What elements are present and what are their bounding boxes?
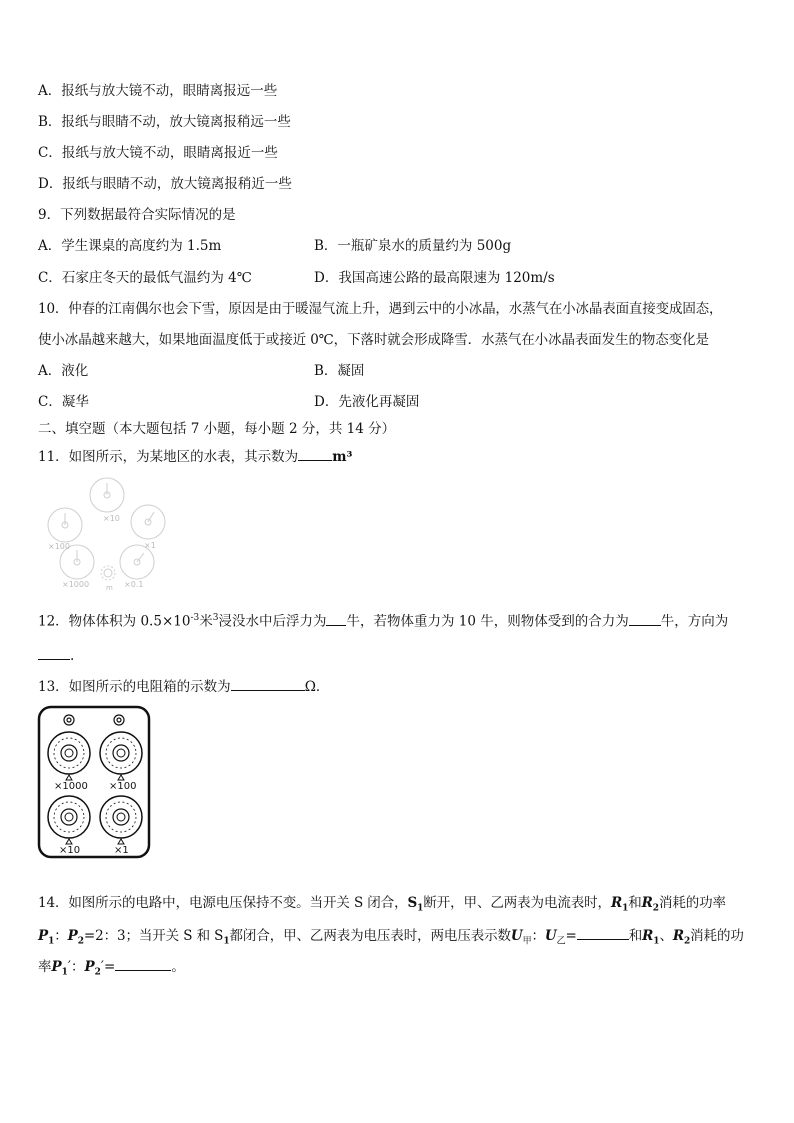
q14-text: =	[565, 928, 577, 944]
q14-var: P	[84, 959, 95, 975]
knob-label-x10: ×10	[59, 845, 81, 856]
q14-line3	[38, 956, 185, 982]
q14-sub: 2	[683, 936, 691, 947]
q9-option-c: C．石家庄冬天的最低气温约为 4℃	[38, 270, 252, 286]
q9-stem: 9．下列数据最符合实际情况的是	[38, 207, 236, 223]
dial-label-x100: ×100	[48, 542, 70, 551]
q14-line2	[38, 925, 744, 951]
q12-blank-buoyancy[interactable]	[326, 611, 346, 626]
q14-sub: 1	[622, 903, 629, 914]
q14-var: R	[610, 895, 623, 911]
q13-answer-blank[interactable]	[231, 676, 305, 691]
q14-text: 和	[628, 895, 642, 911]
dial-label-x1: ×1	[144, 541, 156, 550]
q12-text-4: 牛，若物体重力为 10 牛，则物体受到的合力为	[346, 613, 629, 630]
q14-sub: 1	[653, 936, 660, 947]
knob-label-x1000: ×1000	[54, 781, 88, 792]
q14-text: 断开，甲、乙两表为电流表时，	[423, 895, 611, 911]
q14-text: ：	[54, 928, 68, 944]
q14-text: 消耗的功率	[658, 895, 726, 911]
q14-var: U	[510, 928, 523, 944]
q14-var: S	[407, 895, 418, 911]
meter-unit-label: m	[106, 584, 113, 592]
q13-stem	[38, 676, 329, 696]
q14-var: P	[38, 928, 49, 944]
q11-stem	[38, 446, 352, 466]
q12-end-mark: .	[70, 648, 75, 664]
q14-text: 都闭合，甲、乙两表为电压表时，两电压表示数	[229, 928, 511, 944]
q14-var: U	[544, 928, 557, 944]
q14-text: 率	[38, 959, 52, 975]
q10-stem-line1: 10．仲春的江南偶尔也会下雪，原因是由于暖湿气流上升，遇到云中的小冰晶，水蒸气在小冰晶表面直接变成固态，	[38, 301, 723, 317]
q14-sub: 2	[652, 903, 659, 914]
knob-label-x100: ×100	[109, 781, 137, 792]
q14-text: ：	[531, 928, 545, 944]
q14-sub: 甲	[522, 936, 532, 947]
water-meter-figure	[40, 470, 170, 594]
q14-text: ′：	[67, 959, 85, 975]
q14-text: ′=	[100, 959, 116, 975]
q14-var: R	[641, 895, 653, 911]
q9-option-d: D．我国高速公路的最高限速为 120m/s	[314, 270, 555, 286]
q11-unit: m³	[332, 449, 353, 465]
q8-option-c: C．报纸与放大镜不动，眼睛离报近一些	[38, 145, 278, 161]
q14-sub: 2	[77, 936, 84, 947]
dial-label-x0-1: ×0.1	[124, 580, 144, 589]
q14-text: 、	[659, 928, 673, 944]
knob-label-x1: ×1	[114, 845, 129, 856]
q14-text: 消耗的功	[690, 928, 744, 944]
q14-sub: 1	[417, 903, 424, 914]
q11-stem-text: 11．如图所示，为某地区的水表，其示数为	[38, 449, 299, 465]
q12-stem	[38, 609, 728, 631]
q14-text: =2：3；当开关 S 和 S	[83, 928, 224, 944]
q10-option-a: A．液化	[38, 363, 89, 379]
q14-blank-power-ratio[interactable]	[115, 956, 171, 971]
q14-var: R	[672, 928, 684, 944]
q14-text: 14．如图所示的电路中，电源电压保持不变。当开关 S 闭合，	[38, 895, 408, 911]
q10-option-c: C．凝华	[38, 394, 89, 410]
q12-blank-direction[interactable]	[38, 645, 70, 660]
q14-blank-voltage-ratio[interactable]	[577, 925, 629, 940]
q11-answer-blank[interactable]	[298, 446, 332, 461]
q14-sub: 2	[94, 967, 101, 978]
q8-option-a: A．报纸与放大镜不动，眼睛离报远一些	[38, 83, 278, 99]
q14-text: 。	[171, 959, 185, 975]
dial-label-x10: ×10	[103, 514, 120, 523]
q14-var: P	[67, 928, 78, 944]
section-heading: 二、填空题（本大题包括 7 小题，每小题 2 分，共 14 分）	[38, 421, 396, 437]
q14-sub: 1	[223, 936, 230, 947]
q12-blank-net-force[interactable]	[629, 611, 661, 626]
q14-var: R	[642, 928, 654, 944]
q12-text-5: 牛，方向为	[660, 613, 729, 630]
q10-option-d: D．先液化再凝固	[314, 394, 420, 410]
q13-unit: Ω．	[304, 679, 330, 695]
q14-sub: 乙	[556, 936, 566, 947]
q13-stem-text: 13．如图所示的电阻箱的示数为	[38, 679, 231, 695]
q14-var: P	[51, 959, 62, 975]
q14-line1	[38, 894, 726, 918]
resistance-box-figure	[37, 705, 151, 859]
q12-text-2: 米	[199, 613, 213, 630]
q14-text: 和	[628, 928, 643, 944]
q9-option-b: B．一瓶矿泉水的质量约为 500g	[314, 238, 512, 254]
q8-option-b: B．报纸与眼睛不动，放大镜离报稍远一些	[38, 114, 291, 130]
q9-option-a: A．学生课桌的高度约为 1.5m	[38, 238, 222, 254]
q12-exponent: -3	[190, 613, 200, 623]
q10-option-b: B．凝固	[314, 363, 365, 379]
q14-sub: 1	[61, 967, 68, 978]
q12-text-3: 浸没水中后浮力为	[218, 613, 327, 630]
q14-sub: 1	[48, 936, 55, 947]
q12-direction-line	[38, 645, 74, 665]
q10-stem-line2: 使小冰晶越来越大，如果地面温度低于或接近 0℃，下落时就会形成降雪．水蒸气在小冰晶表面发生的物态变化是	[38, 332, 709, 348]
dial-label-x1000: ×1000	[62, 580, 90, 589]
q12-exponent-2: 3	[212, 613, 219, 623]
q12-text-1: 12．物体体积为 0.5×10	[38, 613, 191, 630]
q8-option-d: D．报纸与眼睛不动，放大镜离报稍近一些	[38, 176, 292, 192]
